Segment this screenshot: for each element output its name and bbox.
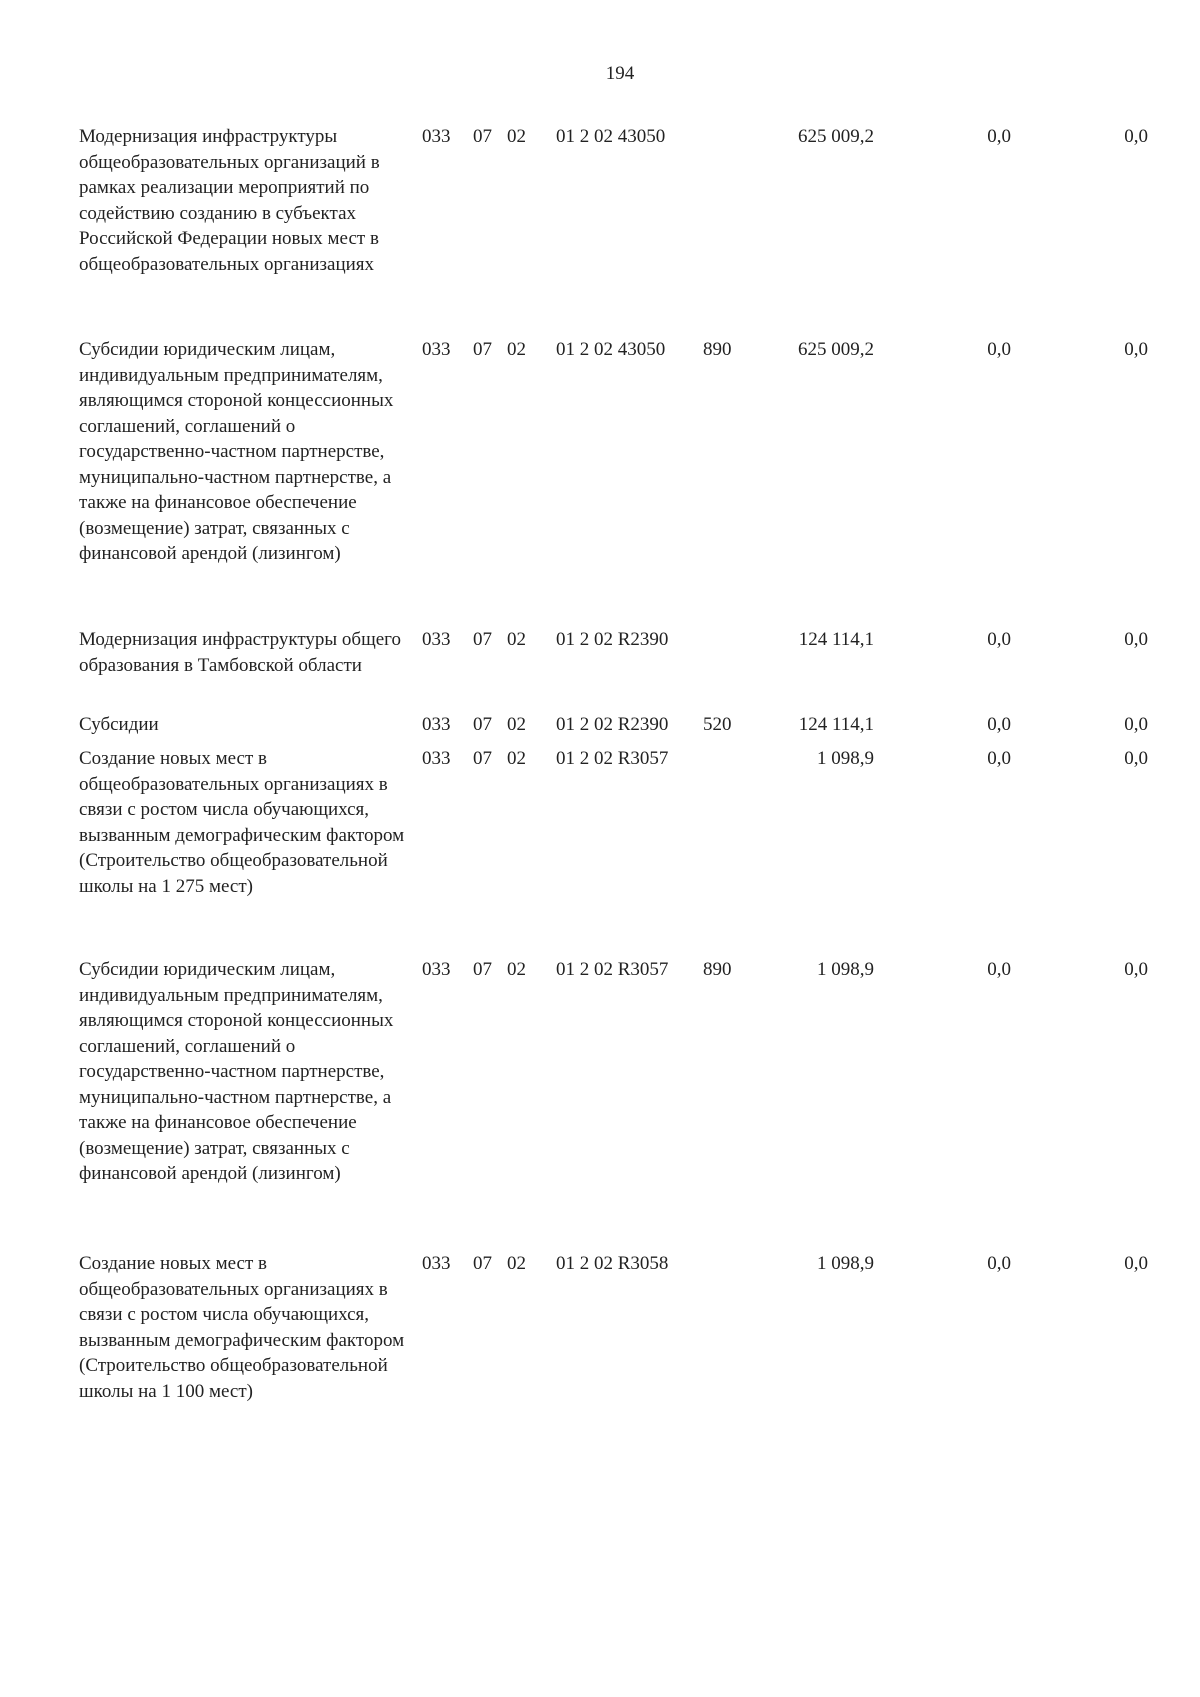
row-amount-2: 0,0 bbox=[987, 126, 1011, 147]
row-section-code: 07 bbox=[473, 748, 492, 769]
row-subsection-code: 02 bbox=[507, 126, 526, 147]
row-ministry-code: 033 bbox=[422, 629, 451, 650]
row-amount-3: 0,0 bbox=[1124, 1253, 1148, 1274]
row-target-article: 01 2 02 R3058 bbox=[556, 1253, 669, 1274]
row-amount-1: 1 098,9 bbox=[817, 1253, 874, 1274]
row-section-code: 07 bbox=[473, 126, 492, 147]
row-ministry-code: 033 bbox=[422, 126, 451, 147]
row-section-code: 07 bbox=[473, 714, 492, 735]
row-amount-1: 124 114,1 bbox=[798, 629, 874, 650]
row-name: Субсидии юридическим лицам, индивидуальным предпринимателям, являющимся стороной концессионных соглашений, соглашений о государственно-частном партнерстве, муниципально-частном партнерстве, а также на финансовое обеспечение (возмещение) затрат, связанных с финансовой арендой (лизингом) bbox=[79, 339, 394, 564]
row-name: Модернизация инфраструктуры общеобразовательных организаций в рамках реализации мероприятий по содействию созданию в субъектах Российской Федерации новых мест в общеобразовательных организациях bbox=[79, 126, 380, 275]
row-ministry-code: 033 bbox=[422, 1253, 451, 1274]
row-amount-2: 0,0 bbox=[987, 629, 1011, 650]
row-ministry-code: 033 bbox=[422, 714, 451, 735]
row-section-code: 07 bbox=[473, 339, 492, 360]
row-subsection-code: 02 bbox=[507, 629, 526, 650]
row-amount-2: 0,0 bbox=[987, 748, 1011, 769]
row-name: Создание новых мест в общеобразовательных организациях в связи с ростом числа обучающихся, вызванным демографическим фактором (Строительство общеобразовательной школы на 1 100 мест) bbox=[79, 1253, 405, 1402]
row-ministry-code: 033 bbox=[422, 339, 451, 360]
row-section-code: 07 bbox=[473, 629, 492, 650]
row-amount-3: 0,0 bbox=[1124, 126, 1148, 147]
row-amount-1: 625 009,2 bbox=[798, 339, 874, 360]
row-amount-2: 0,0 bbox=[987, 339, 1011, 360]
row-target-article: 01 2 02 R2390 bbox=[556, 714, 669, 735]
row-subsection-code: 02 bbox=[507, 1253, 526, 1274]
row-target-article: 01 2 02 R2390 bbox=[556, 629, 669, 650]
row-name: Создание новых мест в общеобразовательных организациях в связи с ростом числа обучающихся, вызванным демографическим фактором (Строительство общеобразовательной школы на 1 275 мест) bbox=[79, 748, 405, 897]
row-expense-type: 890 bbox=[703, 339, 732, 360]
row-ministry-code: 033 bbox=[422, 748, 451, 769]
row-section-code: 07 bbox=[473, 1253, 492, 1274]
row-subsection-code: 02 bbox=[507, 959, 526, 980]
row-amount-1: 124 114,1 bbox=[798, 714, 874, 735]
row-target-article: 01 2 02 R3057 bbox=[556, 959, 669, 980]
row-amount-3: 0,0 bbox=[1124, 714, 1148, 735]
row-target-article: 01 2 02 R3057 bbox=[556, 748, 669, 769]
row-amount-3: 0,0 bbox=[1124, 959, 1148, 980]
row-amount-3: 0,0 bbox=[1124, 629, 1148, 650]
row-amount-1: 1 098,9 bbox=[817, 748, 874, 769]
row-expense-type: 890 bbox=[703, 959, 732, 980]
row-expense-type: 520 bbox=[703, 714, 732, 735]
row-amount-3: 0,0 bbox=[1124, 748, 1148, 769]
row-section-code: 07 bbox=[473, 959, 492, 980]
row-subsection-code: 02 bbox=[507, 748, 526, 769]
row-target-article: 01 2 02 43050 bbox=[556, 126, 666, 147]
row-ministry-code: 033 bbox=[422, 959, 451, 980]
row-amount-2: 0,0 bbox=[987, 1253, 1011, 1274]
row-amount-2: 0,0 bbox=[987, 714, 1011, 735]
row-subsection-code: 02 bbox=[507, 339, 526, 360]
row-amount-1: 1 098,9 bbox=[817, 959, 874, 980]
row-amount-1: 625 009,2 bbox=[798, 126, 874, 147]
page-number: 194 bbox=[605, 63, 635, 84]
row-amount-3: 0,0 bbox=[1124, 339, 1148, 360]
row-subsection-code: 02 bbox=[507, 714, 526, 735]
row-name: Субсидии bbox=[79, 714, 159, 735]
row-target-article: 01 2 02 43050 bbox=[556, 339, 666, 360]
row-name: Модернизация инфраструктуры общего образования в Тамбовской области bbox=[79, 629, 401, 676]
row-amount-2: 0,0 bbox=[987, 959, 1011, 980]
row-name: Субсидии юридическим лицам, индивидуальным предпринимателям, являющимся стороной концессионных соглашений, соглашений о государственно-частном партнерстве, муниципально-частном партнерстве, а также на финансовое обеспечение (возмещение) затрат, связанных с финансовой арендой (лизингом) bbox=[79, 959, 394, 1184]
